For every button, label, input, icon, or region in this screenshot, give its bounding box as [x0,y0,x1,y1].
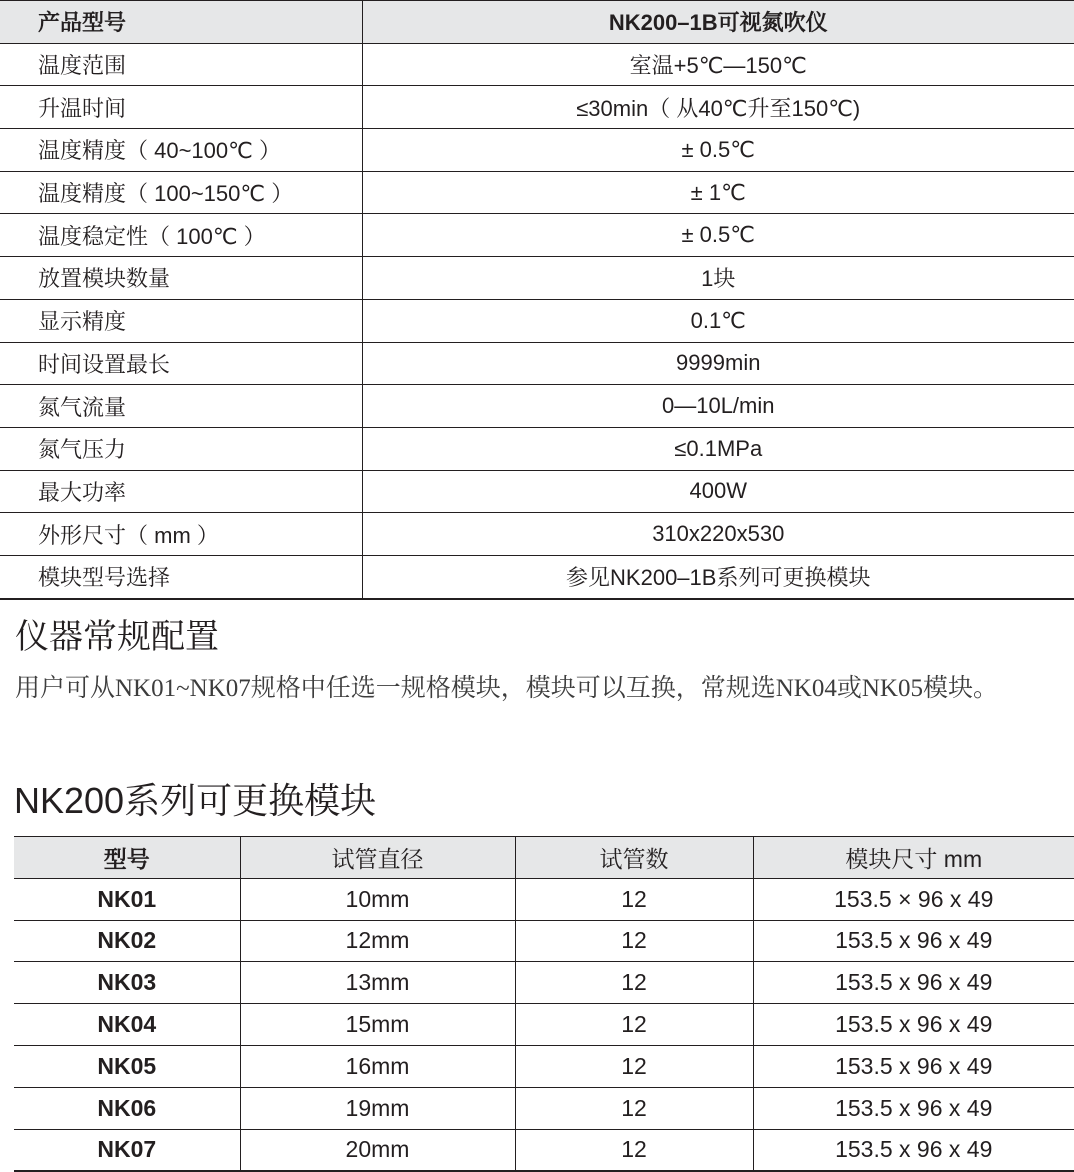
spec-value: 参见NK200–1B系列可更换模块 [362,555,1074,598]
spec-row [0,555,1074,598]
module-tube-count: 12 [515,1087,753,1129]
spec-value: ≤30min（ 从40℃升至150℃) [362,86,1074,129]
module-row [14,920,1074,962]
spec-value: 400W [362,470,1074,513]
spec-row [0,385,1074,428]
spec-value: 0—10L/min [362,385,1074,428]
spec-key: 显示精度 [0,299,362,342]
module-tube-diameter: 19mm [240,1087,515,1129]
module-model: NK03 [14,962,240,1004]
module-row [14,878,1074,920]
spec-key: 放置模块数量 [0,257,362,300]
column-header-module-size: 模块尺寸 mm [753,837,1074,879]
module-tube-count: 12 [515,878,753,920]
column-header-tube-count: 试管数 [515,837,753,879]
module-row [14,1045,1074,1087]
module-size: 153.5 x 96 x 49 [753,1087,1074,1129]
spec-value: 310x220x530 [362,513,1074,556]
spec-value: 1块 [362,257,1074,300]
spec-key: 温度稳定性（ 100℃ ） [0,214,362,257]
spec-row [0,257,1074,300]
spec-row [0,342,1074,385]
spec-header-value: NK200–1B可视氮吹仪 [362,1,1074,44]
spec-row [0,171,1074,214]
module-tube-diameter: 12mm [240,920,515,962]
column-header-model: 型号 [14,837,240,879]
spec-value: ± 1℃ [362,171,1074,214]
module-model: NK01 [14,878,240,920]
spec-row [0,299,1074,342]
module-tube-diameter: 15mm [240,1004,515,1046]
spec-row [0,43,1074,86]
spec-row [0,86,1074,129]
module-row [14,1129,1074,1171]
spec-key: 温度精度（ 100~150℃ ） [0,171,362,214]
spec-row [0,470,1074,513]
spec-key: 氮气压力 [0,427,362,470]
module-row [14,962,1074,1004]
spec-key: 氮气流量 [0,385,362,428]
module-size: 153.5 x 96 x 49 [753,962,1074,1004]
module-tube-diameter: 16mm [240,1045,515,1087]
module-size: 153.5 x 96 x 49 [753,1045,1074,1087]
module-tube-diameter: 13mm [240,962,515,1004]
spec-key: 时间设置最长 [0,342,362,385]
module-model: NK07 [14,1129,240,1171]
module-size: 153.5 x 96 x 49 [753,920,1074,962]
module-row [14,1087,1074,1129]
spec-row [0,427,1074,470]
spec-header-row [0,1,1074,44]
module-model: NK06 [14,1087,240,1129]
module-tube-count: 12 [515,962,753,1004]
spec-row [0,214,1074,257]
module-table [14,836,1074,1172]
spec-value: ± 0.5℃ [362,214,1074,257]
module-model: NK02 [14,920,240,962]
module-model: NK04 [14,1004,240,1046]
module-header-row [14,837,1074,879]
spec-key: 温度范围 [0,43,362,86]
module-row [14,1004,1074,1046]
spec-row [0,513,1074,556]
module-size: 153.5 × 96 x 49 [753,878,1074,920]
spec-value: ≤0.1MPa [362,427,1074,470]
spec-value: ± 0.5℃ [362,129,1074,172]
config-section-title: 仪器常规配置 [15,618,219,656]
module-tube-count: 12 [515,1004,753,1046]
module-tube-diameter: 20mm [240,1129,515,1171]
module-model: NK05 [14,1045,240,1087]
column-header-tube-diameter: 试管直径 [240,837,515,879]
spec-key: 温度精度（ 40~100℃ ） [0,129,362,172]
spec-value: 室温+5℃—150℃ [362,43,1074,86]
module-tube-count: 12 [515,1045,753,1087]
module-tube-count: 12 [515,920,753,962]
spec-key: 模块型号选择 [0,555,362,598]
module-size: 153.5 x 96 x 49 [753,1004,1074,1046]
spec-value: 0.1℃ [362,299,1074,342]
config-description: 用户可从NK01~NK07规格中任选一规格模块，模块可以互换，常规选NK04或NK05模块。 [15,675,998,702]
spec-row [0,129,1074,172]
modules-section-title: NK200系列可更换模块 [14,780,377,821]
module-size: 153.5 x 96 x 49 [753,1129,1074,1171]
spec-key: 升温时间 [0,86,362,129]
spec-header-key: 产品型号 [0,1,362,44]
module-tube-diameter: 10mm [240,878,515,920]
spec-key: 外形尺寸（ mm ） [0,513,362,556]
module-tube-count: 12 [515,1129,753,1171]
spec-value: 9999min [362,342,1074,385]
spec-key: 最大功率 [0,470,362,513]
